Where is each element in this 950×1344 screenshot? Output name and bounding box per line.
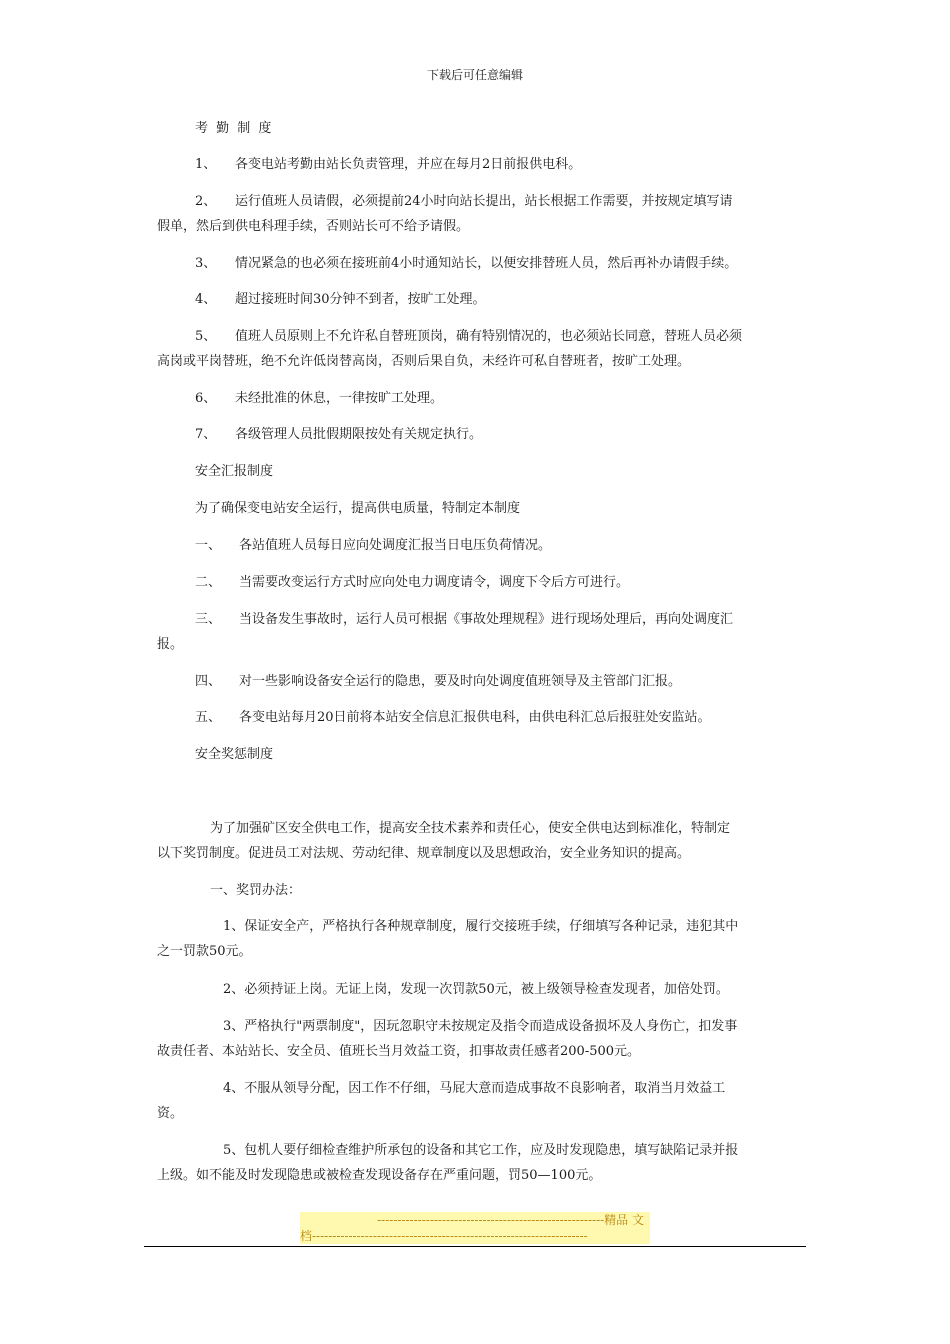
- item-text: 运行值班人员请假，必须提前24小时向站长提出，站长根据工作需要，并按规定填写请: [235, 194, 733, 209]
- item-text: 各变电站考勤由站长负责管理，并应在每月2日前报供电科。: [235, 157, 582, 172]
- attendance-item-1: [195, 157, 581, 173]
- attendance-item-4: [195, 292, 486, 308]
- item-number: 五、: [195, 710, 222, 725]
- reward-item-4: 4、不服从领导分配，因工作不仔细，马屁大意而造成事故不良影响者，取消当月效益工: [223, 1081, 726, 1096]
- item-text: 超过接班时间30分钟不到者，按旷工处理。: [235, 292, 486, 307]
- reward-item-2: 2、必须持证上岗。无证上岗，发现一次罚款50元，被上级领导检查发现者，加倍处罚。: [223, 982, 729, 997]
- item-text: 各变电站每月20日前将本站安全信息汇报供电科，由供电科汇总后报驻处安监站。: [239, 710, 711, 725]
- item-number: 二、: [195, 575, 222, 590]
- reward-title: 安全奖惩制度: [195, 747, 274, 762]
- footer-divider: [144, 1246, 806, 1247]
- attendance-item-5-cont: 高岗或平岗替班，绝不允许低岗替高岗，否则后果自负，未经许可私自替班者，按旷工处理。: [157, 354, 691, 369]
- reward-item-3: 3、严格执行"两票制度"，因玩忽职守未按规定及指令而造成设备损坏及人身伤亡，扣发事: [223, 1019, 738, 1034]
- page-header: 下载后可任意编辑: [426, 68, 523, 82]
- item-text: 各站值班人员每日应向处调度汇报当日电压负荷情况。: [239, 538, 552, 553]
- attendance-item-6: [195, 391, 443, 407]
- safety-report-item-4: [195, 674, 681, 690]
- attendance-title: 考 勤 制 度: [195, 121, 274, 136]
- item-number: 6、: [195, 391, 217, 406]
- safety-report-intro: 为了确保变电站安全运行，提高供电质量，特制定本制度: [195, 501, 521, 516]
- item-number: 四、: [195, 674, 222, 689]
- reward-item-5-cont: 上级。如不能及时发现隐患或被检查发现设备存在严重问题，罚50—100元。: [157, 1168, 602, 1183]
- reward-item-5: 5、包机人要仔细检查维护所承包的设备和其它工作，应及时发现隐患，填写缺陷记录并报: [223, 1143, 739, 1158]
- item-number: 1、: [195, 157, 217, 172]
- safety-report-item-3-cont: 报。: [157, 637, 184, 652]
- item-text: 未经批准的休息，一律按旷工处理。: [235, 391, 444, 406]
- attendance-item-2-cont: 假单，然后到供电科理手续，否则站长可不给予请假。: [157, 219, 470, 234]
- item-number: 7、: [195, 427, 217, 442]
- attendance-item-7: [195, 427, 482, 443]
- attendance-item-2: [195, 194, 733, 210]
- item-number: 2、: [195, 194, 217, 209]
- item-text: 当需要改变运行方式时应向处电力调度请令，调度下令后方可进行。: [239, 575, 630, 590]
- footer-watermark-line-1: --------------------------------------------------------精品 文: [300, 1212, 650, 1228]
- reward-item-1-cont: 之一罚款50元。: [157, 944, 252, 959]
- item-number: 3、: [195, 256, 217, 271]
- attendance-item-3: [195, 256, 737, 272]
- safety-report-item-1: [195, 538, 551, 554]
- item-text: 当设备发生事故时，运行人员可根据《事故处理规程》进行现场处理后，再向处调度汇: [239, 612, 734, 627]
- safety-report-item-2: [195, 575, 629, 591]
- reward-intro-cont: 以下奖罚制度。促进员工对法规、劳动纪律、规章制度以及思想政治，安全业务知识的提高。: [157, 846, 691, 861]
- item-text: 各级管理人员批假期限按处有关规定执行。: [235, 427, 483, 442]
- reward-method-title: 一、奖罚办法：: [210, 883, 302, 898]
- item-text: 对一些影响设备安全运行的隐患，要及时向处调度值班领导及主管部门汇报。: [239, 674, 682, 689]
- item-number: 一、: [195, 538, 222, 553]
- item-text: 情况紧急的也必须在接班前4小时通知站长，以便安排替班人员，然后再补办请假手续。: [235, 256, 738, 271]
- item-number: 4、: [195, 292, 217, 307]
- reward-item-1: 1、保证安全产，严格执行各种规章制度，履行交接班手续，仔细填写各种记录，违犯其中: [223, 919, 739, 934]
- item-number: 三、: [195, 612, 222, 627]
- attendance-item-5: [195, 329, 742, 345]
- item-text: 值班人员原则上不允许私自替班顶岗，确有特别情况的，也必须站长同意，替班人员必须: [235, 329, 743, 344]
- safety-report-item-5: [195, 710, 711, 726]
- reward-item-4-cont: 资。: [157, 1106, 184, 1121]
- safety-report-item-3: [195, 612, 733, 628]
- reward-intro: 为了加强矿区安全供电工作，提高安全技术素养和责任心，使安全供电达到标准化，特制定: [210, 821, 731, 836]
- footer-watermark-line-2: 档--------------------------------------------------------------------: [300, 1228, 650, 1244]
- safety-report-title: 安全汇报制度: [195, 464, 274, 479]
- item-number: 5、: [195, 329, 217, 344]
- reward-item-3-cont: 故责任者、本站站长、安全员、值班长当月效益工资，扣事故责任感者200-500元。: [157, 1044, 641, 1059]
